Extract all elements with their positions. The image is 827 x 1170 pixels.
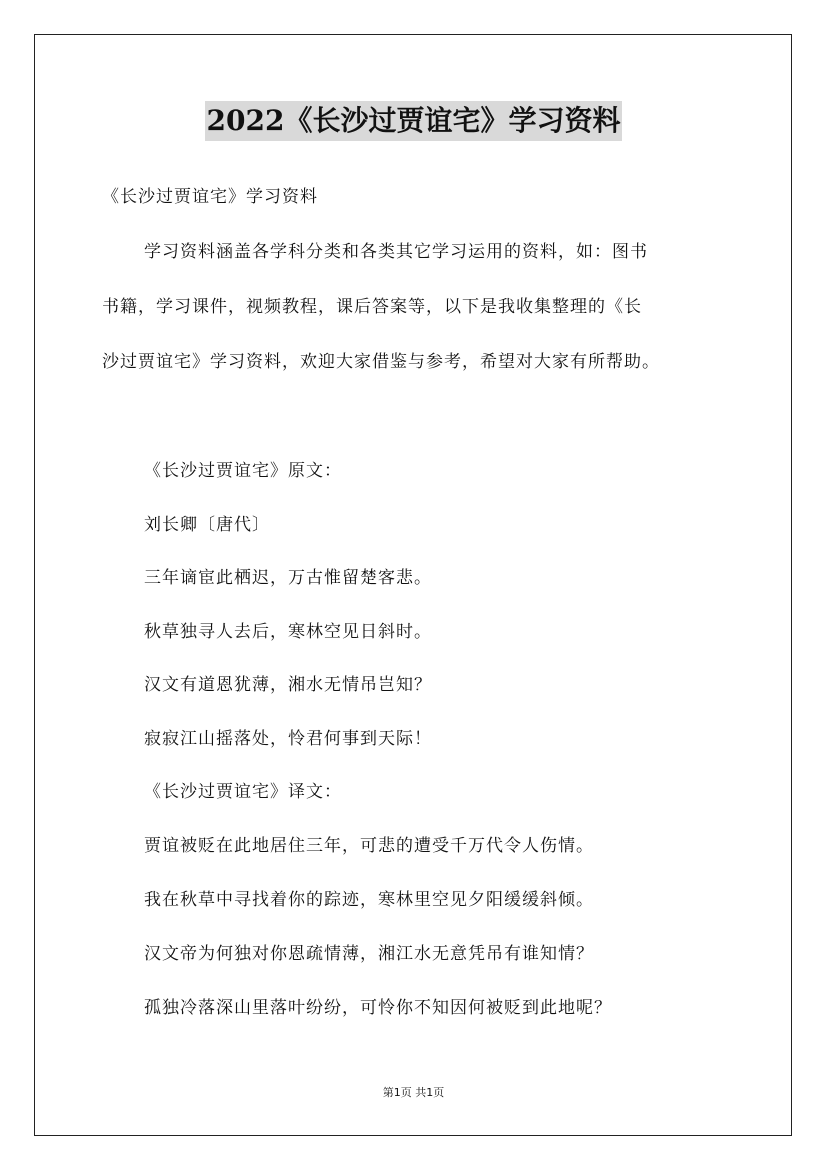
page-footer: 第1页 共1页 [382, 1086, 445, 1099]
translation-line-2: 我在秋草中寻找着你的踪迹，寒林里空见夕阳缓缓斜倾。 [144, 890, 594, 910]
translation-line-4: 孤独冷落深山里落叶纷纷，可怜你不知因何被贬到此地呢？ [144, 998, 612, 1018]
subtitle: 《长沙过贾谊宅》学习资料 [102, 187, 318, 207]
translation-line-1: 贾谊被贬在此地居住三年，可悲的遭受千万代令人伤情。 [144, 836, 594, 856]
translation-heading: 《长沙过贾谊宅》译文： [144, 782, 342, 802]
intro-line-3: 沙过贾谊宅》学习资料，欢迎大家借鉴与参考，希望对大家有所帮助。 [102, 352, 660, 372]
document-title-wrap [0, 101, 827, 141]
poem-line-2: 秋草独寻人去后，寒林空见日斜时。 [144, 622, 432, 642]
intro-line-1: 学习资料涵盖各学科分类和各类其它学习运用的资料，如：图书 [144, 242, 648, 262]
document-title: 2022《长沙过贾谊宅》学习资料 [205, 101, 623, 141]
poem-author: 刘长卿〔唐代〕 [144, 515, 270, 535]
poem-line-3: 汉文有道恩犹薄，湘水无情吊岂知？ [144, 675, 432, 695]
poem-line-1: 三年谪宦此栖迟，万古惟留楚客悲。 [144, 568, 432, 588]
original-heading: 《长沙过贾谊宅》原文： [144, 461, 342, 481]
translation-line-3: 汉文帝为何独对你恩疏情薄，湘江水无意凭吊有谁知情？ [144, 944, 594, 964]
poem-line-4: 寂寂江山摇落处，怜君何事到天际！ [144, 729, 432, 749]
intro-line-2: 书籍，学习课件，视频教程，课后答案等，以下是我收集整理的《长 [102, 297, 642, 317]
